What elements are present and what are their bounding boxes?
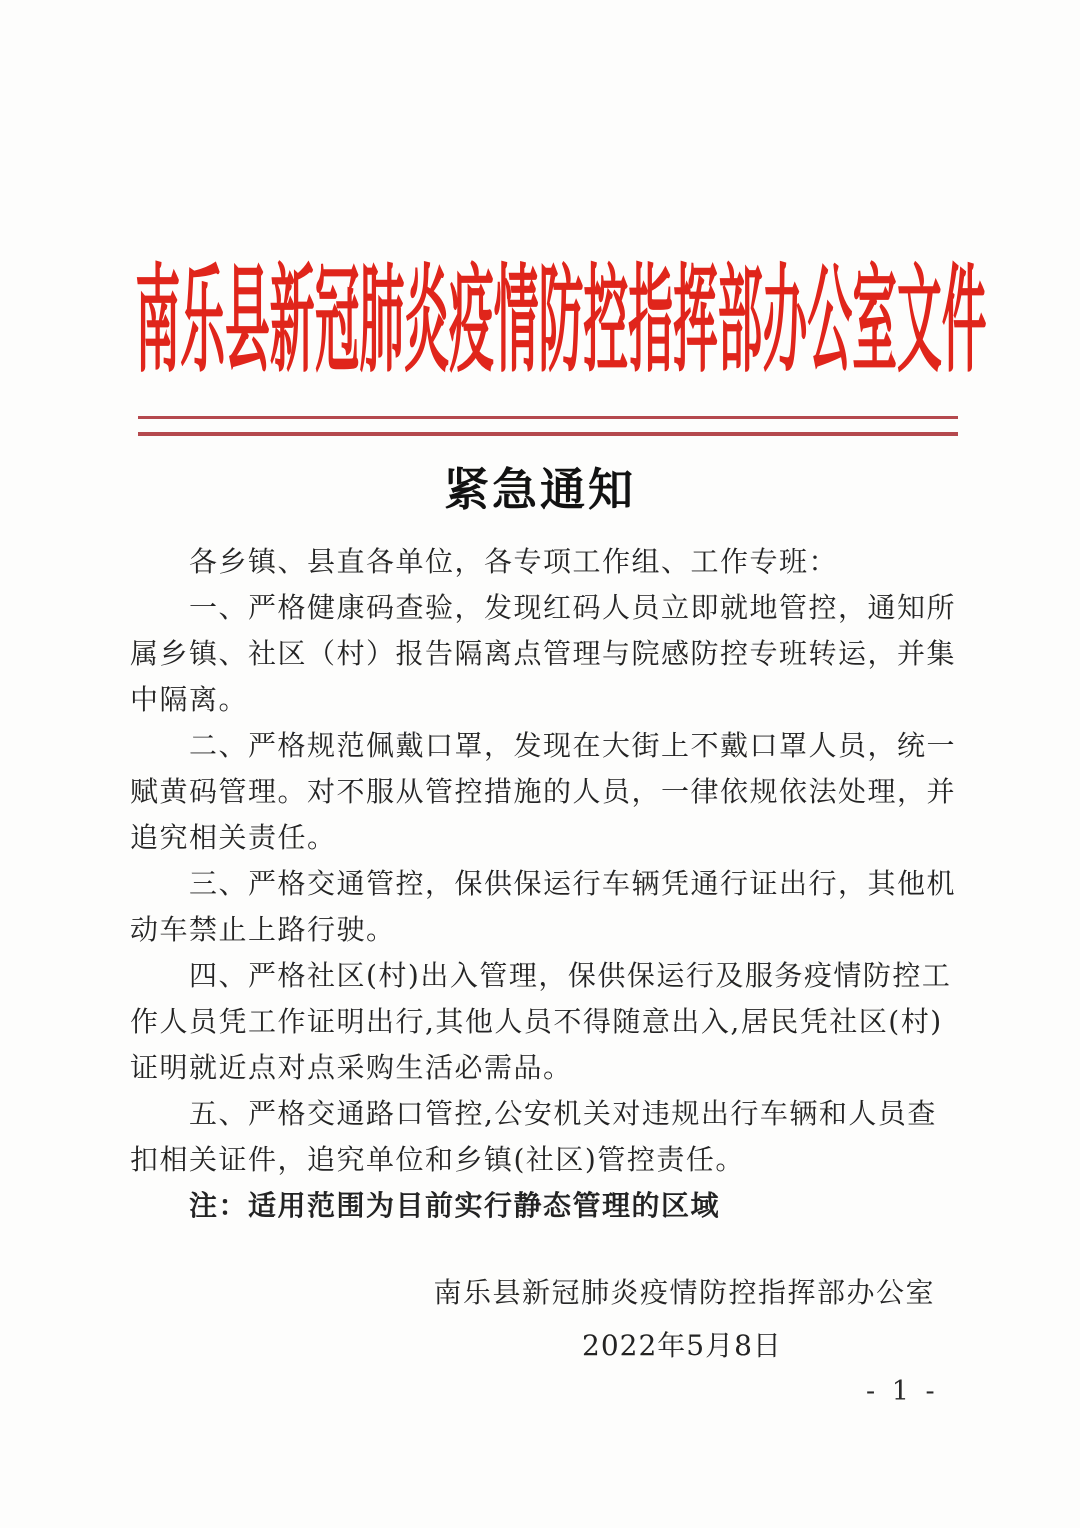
body-line: 动车禁止上路行驶。 bbox=[130, 913, 396, 946]
date-line: 2022年5月8日 bbox=[582, 1329, 782, 1362]
body-line: 扣相关证件，追究单位和乡镇(社区)管控责任。 bbox=[130, 1143, 745, 1176]
body-line: 赋黄码管理。对不服从管控措施的人员，一律依规依法处理，并 bbox=[130, 775, 957, 808]
body-line: 二、严格规范佩戴口罩，发现在大街上不戴口罩人员，统一 bbox=[189, 729, 957, 762]
body-line: 属乡镇、社区（村）报告隔离点管理与院感防控专班转运，并集 bbox=[130, 637, 957, 670]
letterhead-double-rule bbox=[138, 416, 958, 436]
body-line: 作人员凭工作证明出行,其他人员不得随意出入,居民凭社区(村) bbox=[130, 1005, 943, 1038]
signature-line: 南乐县新冠肺炎疫情防控指挥部办公室 bbox=[433, 1276, 935, 1309]
body-line: 中隔离。 bbox=[130, 683, 249, 716]
body-line: 追究相关责任。 bbox=[130, 821, 337, 854]
body-line: 四、严格社区(村)出入管理，保供保运行及服务疫情防控工 bbox=[189, 959, 952, 992]
body-line: 五、严格交通路口管控,公安机关对违规出行车辆和人员查 bbox=[189, 1097, 937, 1130]
body-line: 证明就近点对点采购生活必需品。 bbox=[130, 1051, 573, 1084]
letterhead-title: 南乐县新冠肺炎疫情防控指挥部办公室文件 bbox=[135, 252, 987, 389]
body-line: 一、严格健康码查验，发现红码人员立即就地管控，通知所 bbox=[189, 591, 957, 624]
page-number: - 1 - bbox=[866, 1376, 939, 1407]
body-line-note: 注：适用范围为目前实行静态管理的区域 bbox=[189, 1189, 721, 1222]
letterhead bbox=[21, 250, 1080, 392]
body-line-salutation: 各乡镇、县直各单位，各专项工作组、工作专班： bbox=[189, 545, 839, 578]
notice-body bbox=[130, 539, 966, 1229]
notice-title: 紧急通知 bbox=[443, 463, 636, 516]
body-line: 三、严格交通管控，保供保运行车辆凭通行证出行，其他机 bbox=[189, 867, 957, 900]
